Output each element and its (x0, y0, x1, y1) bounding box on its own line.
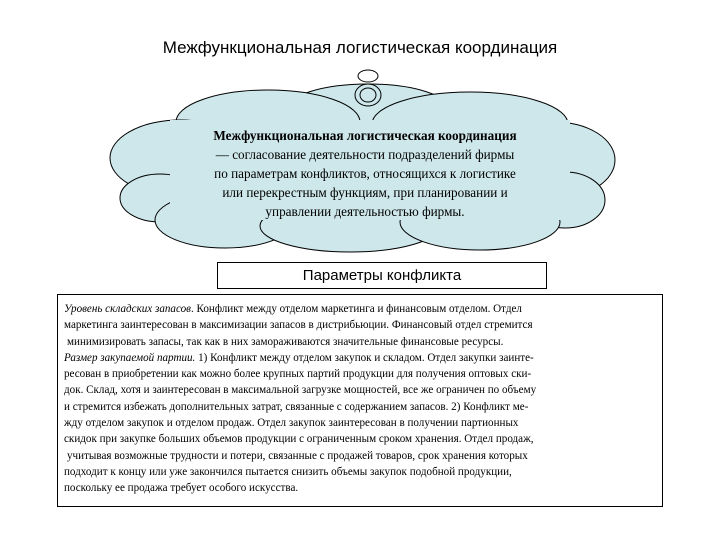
term-batch-size: Размер закупаемой партии. (64, 351, 196, 364)
cloud-line: — согласование деятельности подразделений фирмы (215, 147, 515, 162)
conflict-parameters-box: Параметры конфликта (217, 262, 547, 289)
text-line: и стремится избежать дополнительных затрат, связанные с содержанием запасов. 2) Конфликт ме- (64, 400, 529, 413)
text-line: жду отделом закупок и отделом продаж. Отдел закупок заинтересован в получении партионных (64, 417, 519, 430)
text-line: подходит к концу или уже закончился пытается снизить объемы закупок подобной продукции, (64, 465, 512, 478)
cloud-line: по параметрам конфликтов, относящихся к логистике (214, 166, 516, 181)
text-line: скидок при закупке больших объемов продукции с ограниченным сроком хранения. Отдел продаж, (64, 433, 534, 446)
cloud-line: или перекрестным функциям, при планировании и (222, 185, 508, 200)
text-line: минимизировать запасы, так как в них замораживаются значительные финансовые ресурсы. (67, 335, 504, 348)
text-line: Уровень складских запасов. Конфликт между отделом маркетинга и финансовым отделом. Отдел (64, 303, 522, 315)
cloud-line: управлении деятельностью фирмы. (265, 204, 465, 219)
text-line: Размер закупаемой партии. 1) Конфликт между отделом закупок и складом. Отдел закупки заинте- (64, 351, 534, 364)
text-line: поскольку ее продажа требует особого искусства. (64, 482, 299, 495)
cloud-heading: Межфункциональная логистическая координация (213, 128, 517, 143)
conflict-description-box (57, 294, 663, 507)
term-stock-level: Уровень складских запасов (64, 303, 191, 315)
slide-title: Межфункциональная логистическая координация (162, 38, 558, 57)
text-line: ресован в приобретении как можно более крупных партий продукции для получения оптовых ски- (64, 368, 532, 381)
cloud-definition (190, 126, 540, 221)
text-line: учитывая возможные трудности и потери, связанные с продажей товаров, срок хранения которых (67, 449, 528, 462)
text-line: маркетинга заинтересован в максимизации запасов в дистрибьюции. Финансовый отдел стремится (64, 319, 533, 332)
text-line: док. Склад, хотя и заинтересован в максимальной загрузке мощностей, все же ограничен по объему (64, 384, 537, 397)
